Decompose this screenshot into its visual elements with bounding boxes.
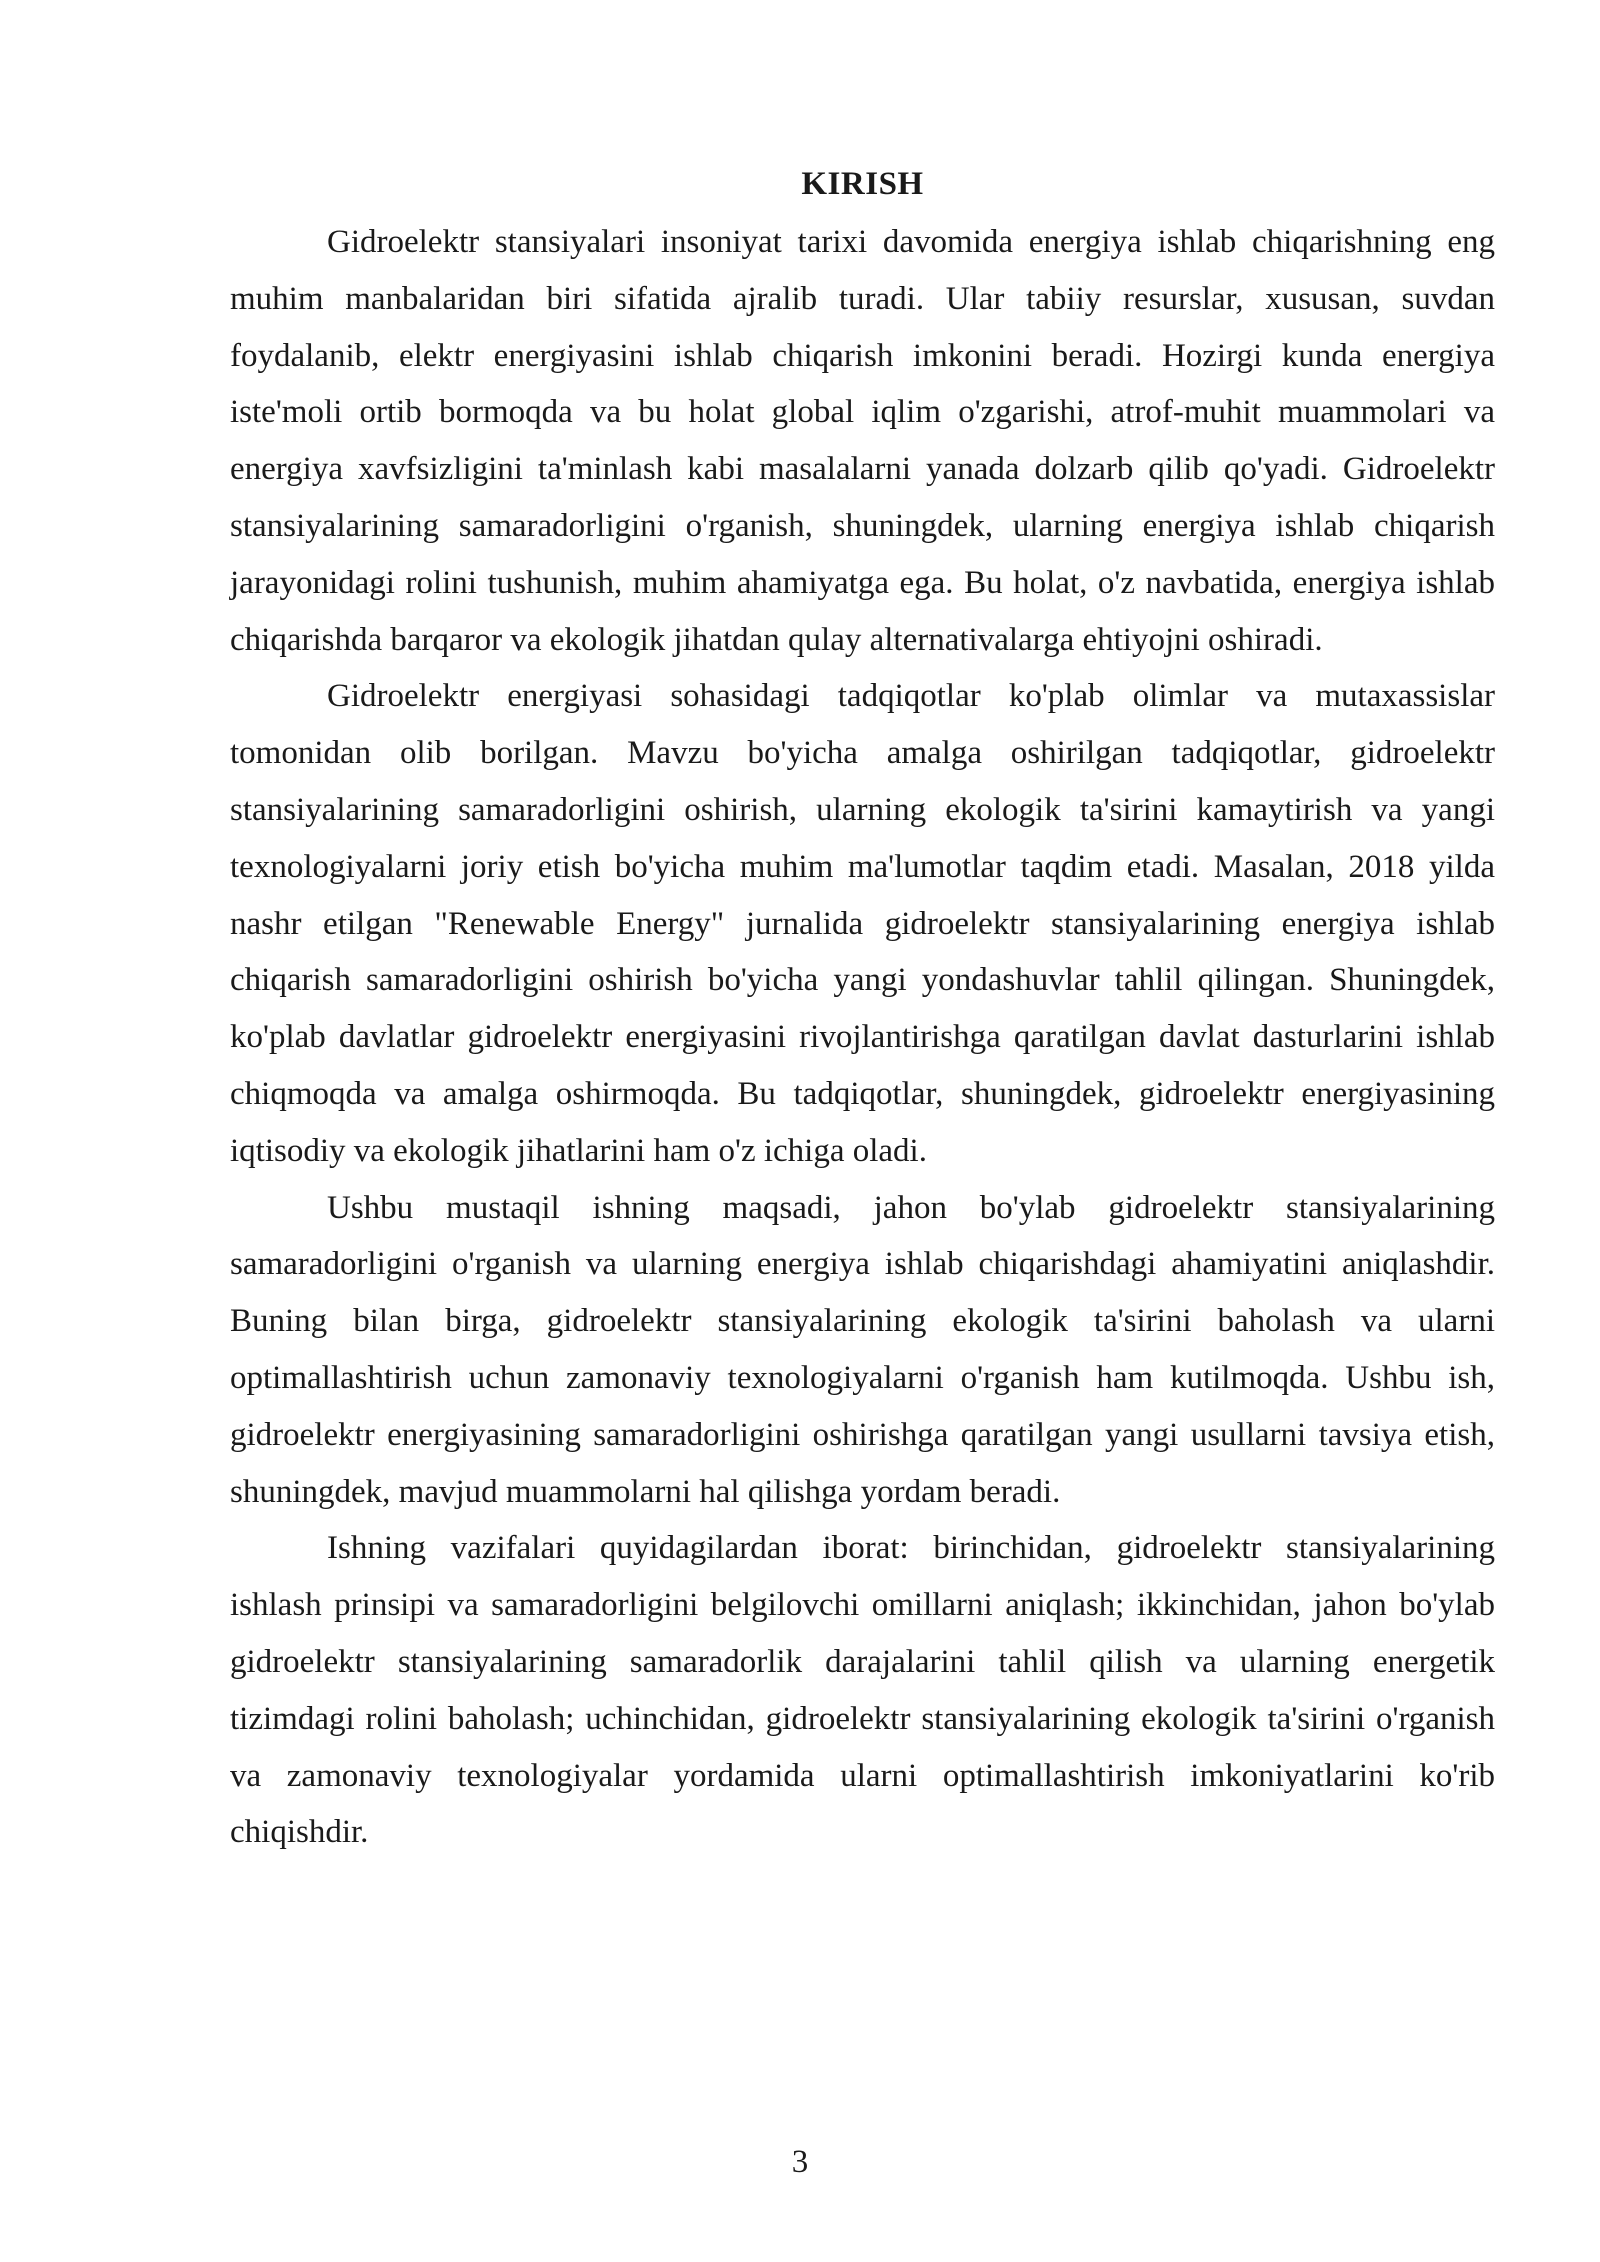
paragraph-3: Ushbu mustaqil ishning maqsadi, jahon bo'ylab gidroelektr stansiyalarining samaradorligini o'rganish va ularning energiya ishlab chiqarishdagi ahamiyatini aniqlashdir. Buning bilan birga, gidroelektr stansiyalarining ekologik ta'sirini baholash va ularni optimallashtirish uchun zamonaviy texnologiyalarni o'rganish ham kutilmoqda. Ushbu ish, gidroelektr energiyasining samaradorligini oshirishga qaratilgan yangi usullarni tavsiya etish, shuningdek, mavjud muammolarni hal qilishga yordam beradi. (230, 1189, 1495, 1510)
page-number: 3 (791, 2144, 809, 2180)
paragraph-1: Gidroelektr stansiyalari insoniyat tarixi davomida energiya ishlab chiqarishning eng muhim manbalaridan biri sifatida ajralib turadi. Ular tabiiy resurslar, xususan, suvdan foydalanib, elektr energiyasini ishlab chiqarish imkonini beradi. Hozirgi kunda energiya iste'moli ortib bormoqda va bu holat global iqlim o'zgarishi, atrof-muhit muammolari va energiya xavfsizligini ta'minlash kabi masalalarni yanada dolzarb qilib qo'yadi. Gidroelektr stansiyalarining samaradorligini o'rganish, shuningdek, ularning energiya ishlab chiqarish jarayonidagi rolini tushunish, muhim ahamiyatga ega. Bu holat, o'z navbatida, energiya ishlab chiqarishda barqaror va ekologik jihatdan qulay alternativalarga ehtiyojni oshiradi. (230, 224, 1495, 658)
paragraph-4: Ishning vazifalari quyidagilardan iborat: birinchidan, gidroelektr stansiyalarining ishlash prinsipi va samaradorligini belgilovchi omillarni aniqlash; ikkinchidan, jahon bo'ylab gidroelektr stansiyalarining samaradorlik darajalarini tahlil qilish va ularning energetik tizimdagi rolini baholash; uchinchidan, gidroelektr stansiyalarining ekologik ta'sirini o'rganish va zamonaviy texnologiyalar yordamida ularni optimallashtirish imkoniyatlarini ko'rib chiqishdir. (230, 1530, 1495, 1851)
page-title: KIRISH (801, 166, 924, 202)
paragraph-2: Gidroelektr energiyasi sohasidagi tadqiqotlar ko'plab olimlar va mutaxassislar tomonidan olib borilgan. Mavzu bo'yicha amalga oshirilgan tadqiqotlar, gidroelektr stansiyalarining samaradorligini oshirish, ularning ekologik ta'sirini kamaytirish va yangi texnologiyalarni joriy etish bo'yicha muhim ma'lumotlar taqdim etadi. Masalan, 2018 yilda nashr etilgan "Renewable Energy" jurnalida gidroelektr stansiyalarining energiya ishlab chiqarish samaradorligini oshirish bo'yicha yangi yondashuvlar tahlil qilingan. Shuningdek, ko'plab davlatlar gidroelektr energiyasini rivojlantirishga qaratilgan davlat dasturlarini ishlab chiqmoqda va amalga oshirmoqda. Bu tadqiqotlar, shuningdek, gidroelektr energiyasining iqtisodiy va ekologik jihatlarini ham o'z ichiga oladi. (230, 678, 1495, 1169)
document-page (230, 160, 1495, 1861)
